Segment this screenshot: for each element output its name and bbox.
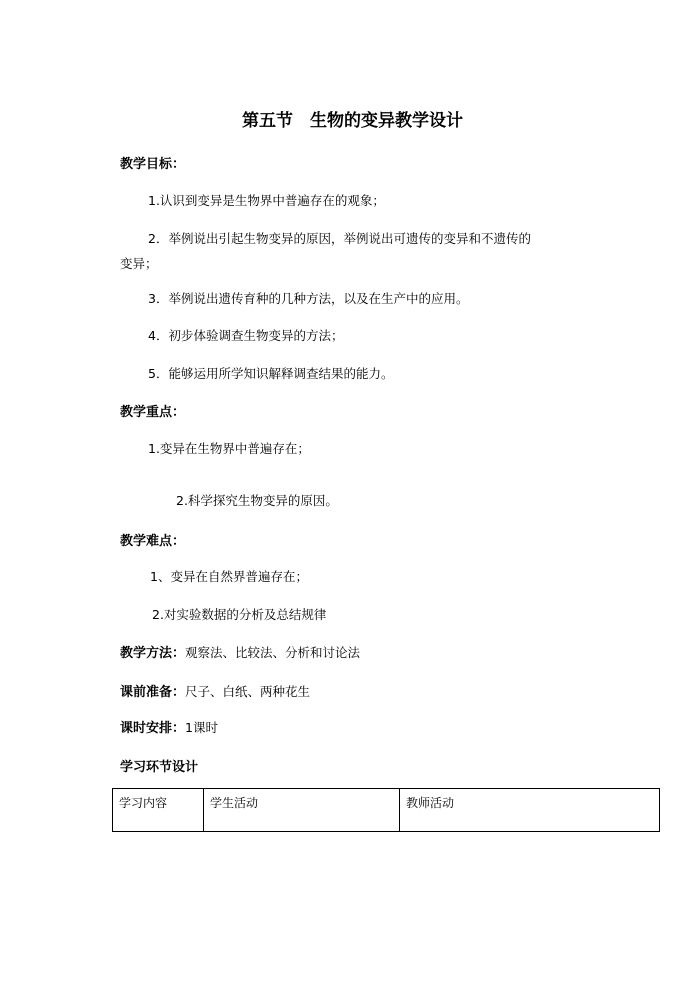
page-title: 第五节 生物的变异教学设计 <box>242 111 463 131</box>
schedule-label: 课时安排： <box>120 721 186 736</box>
table-header-cell: 学习内容 <box>113 789 204 832</box>
preparation-line <box>120 681 310 700</box>
table-header-cell: 教师活动 <box>400 789 660 832</box>
key-point-item: 1.变异在生物界中普遍存在； <box>148 441 310 456</box>
table-row <box>113 789 660 832</box>
objective-item: 2．举例说出引起生物变异的原因，举例说出可遗传的变异和不遗传的 <box>148 231 531 246</box>
objective-item: 5．能够运用所学知识解释调查结果的能力。 <box>148 366 394 381</box>
design-table <box>112 788 660 832</box>
objective-item: 1.认识到变异是生物界中普遍存在的观象； <box>148 193 385 208</box>
schedule-line <box>120 717 218 736</box>
preparation-value: 尺子、白纸、两种花生 <box>185 684 311 699</box>
difficulties-heading: 教学难点： <box>120 534 186 549</box>
key-points-heading: 教学重点： <box>120 405 186 420</box>
schedule-value: 1课时 <box>185 720 218 735</box>
methods-value: 观察法、比较法、分析和讨论法 <box>185 645 361 660</box>
table-header-cell: 学生活动 <box>204 789 400 832</box>
objective-item: 3．举例说出遗传育种的几种方法，以及在生产中的应用。 <box>148 291 469 306</box>
objective-item-continuation: 变异； <box>120 256 158 271</box>
objectives-heading: 教学目标： <box>120 157 186 172</box>
difficulty-item: 2.对实验数据的分析及总结规律 <box>152 607 327 622</box>
methods-label: 教学方法： <box>120 646 186 661</box>
objective-item: 4．初步体验调查生物变异的方法； <box>148 328 344 343</box>
difficulty-item: 1、变异在自然界普遍存在； <box>150 569 308 584</box>
design-heading: 学习环节设计 <box>120 760 199 775</box>
preparation-label: 课前准备： <box>120 685 186 700</box>
methods-line <box>120 642 360 661</box>
key-point-item: 2.科学探究生物变异的原因。 <box>176 493 338 508</box>
